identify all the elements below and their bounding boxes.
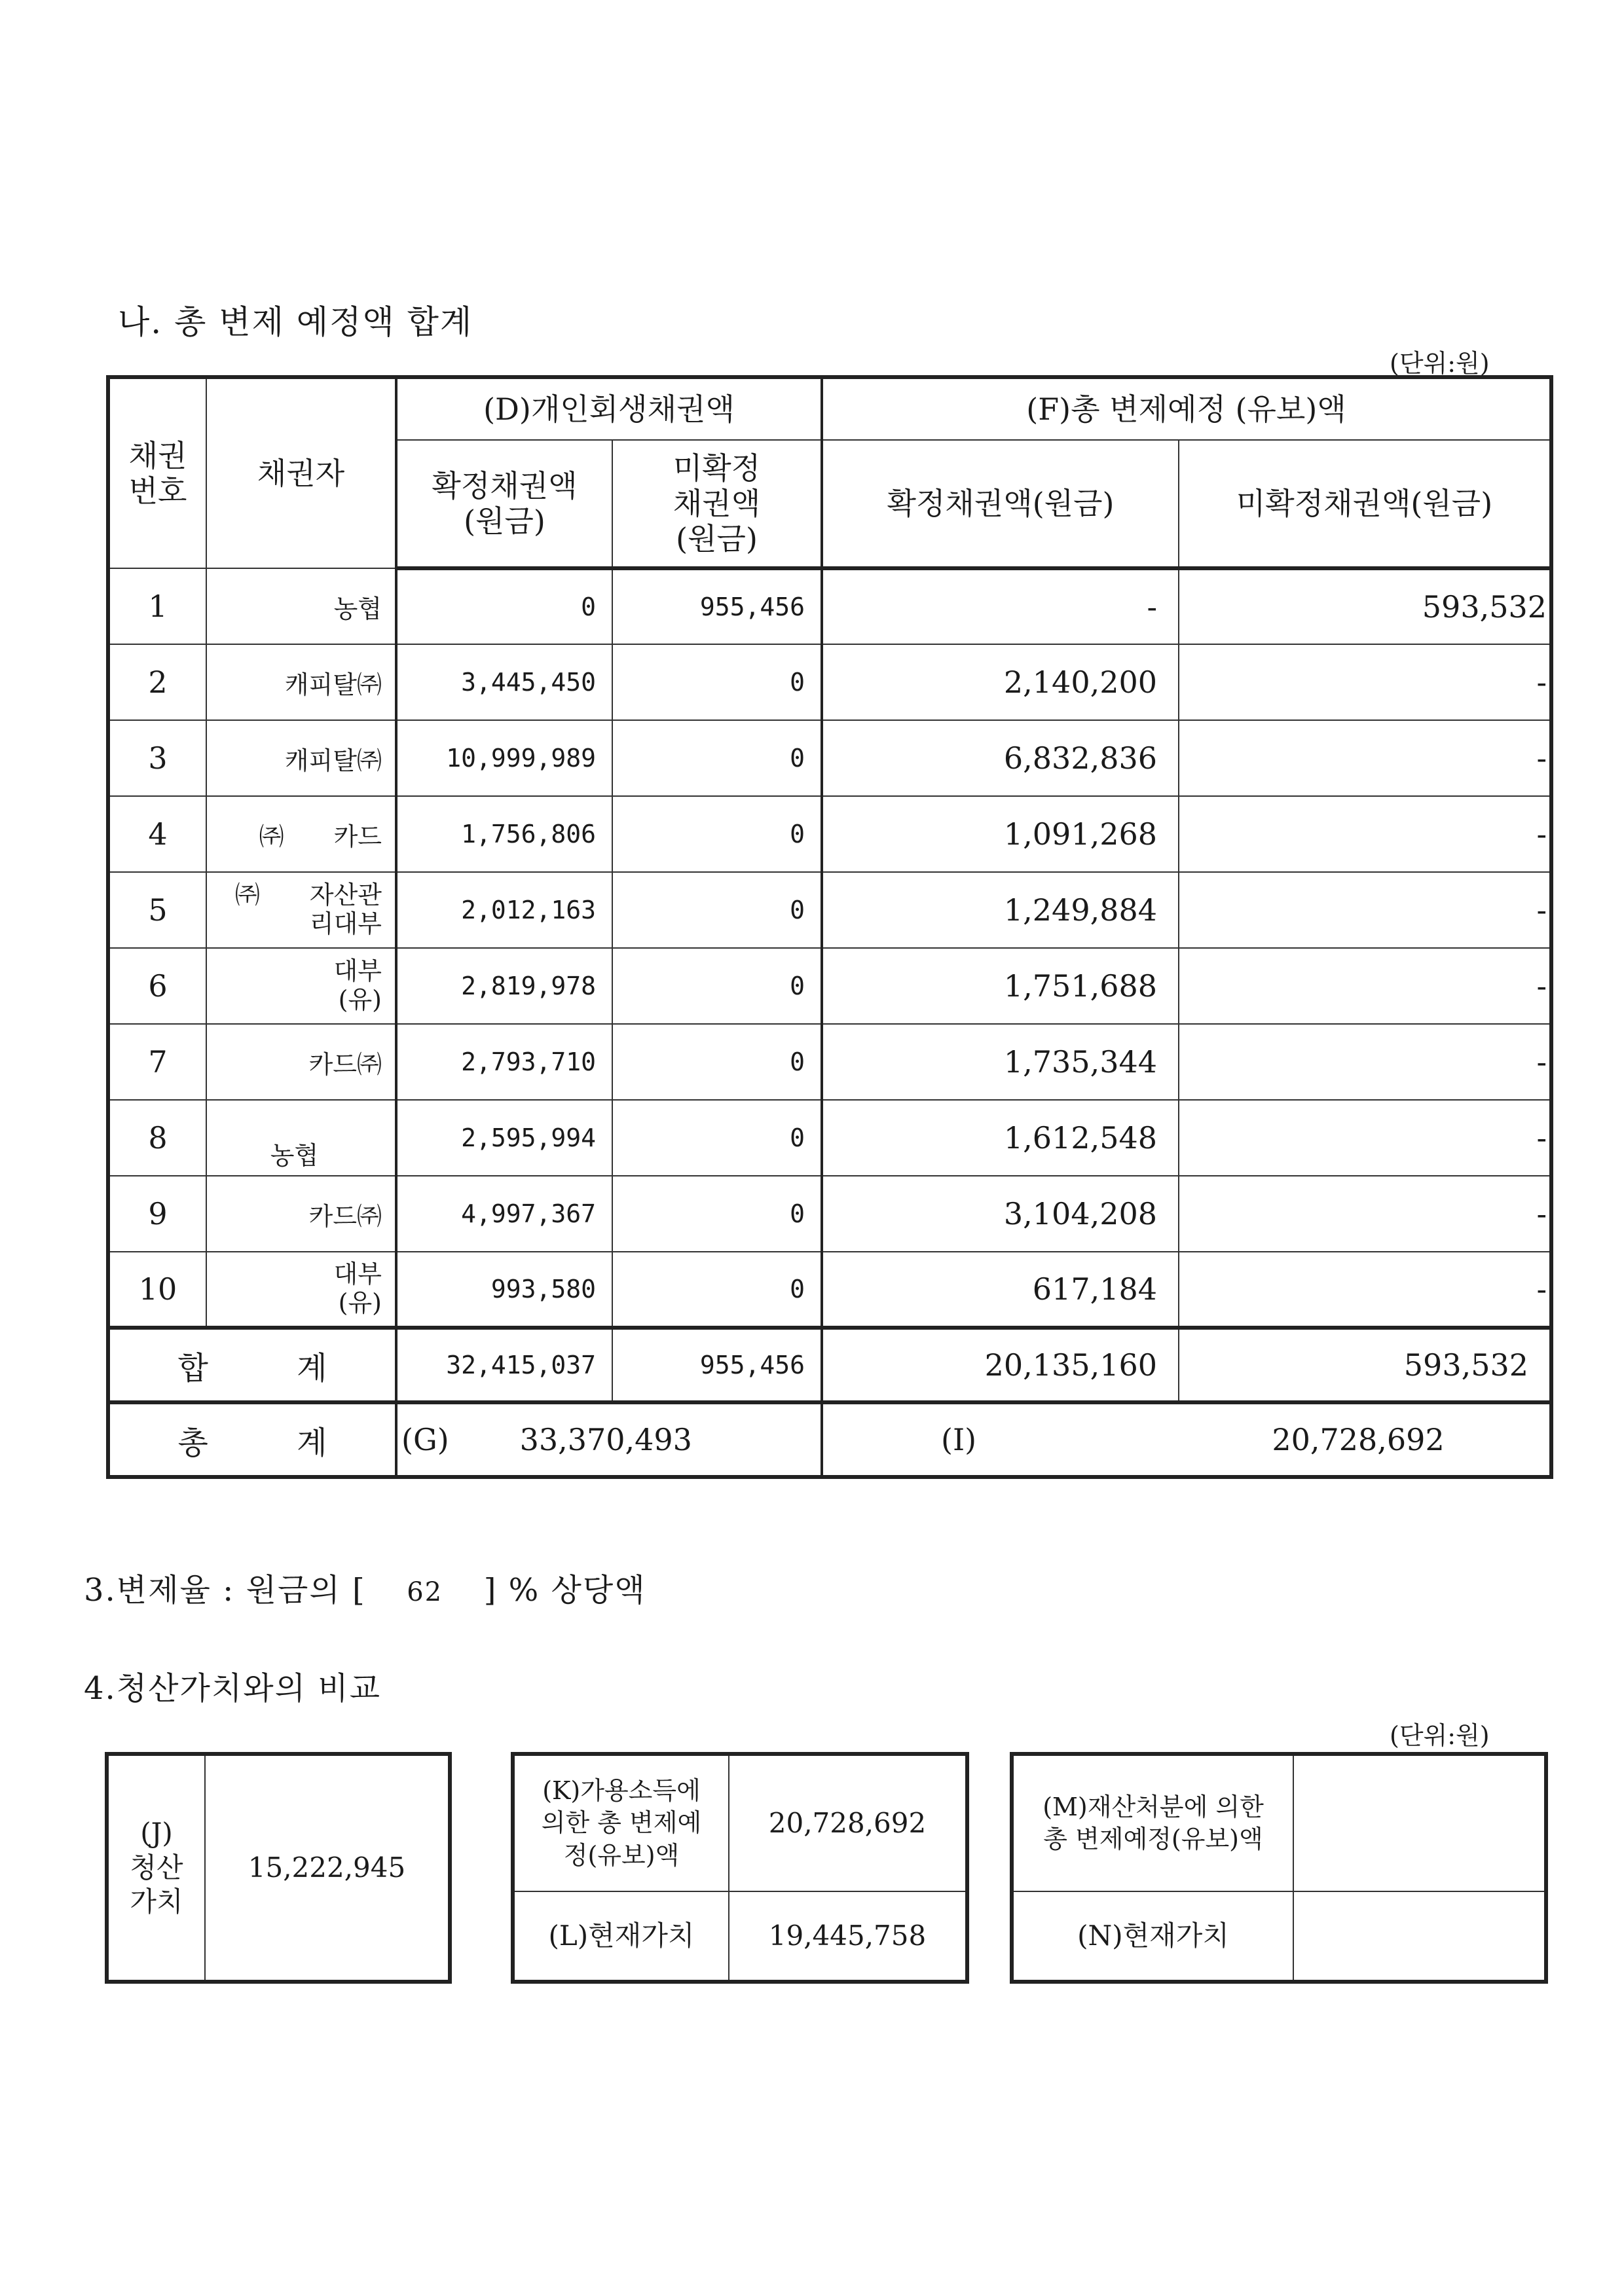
table-row: [108, 568, 1551, 644]
row-d-confirmed: 993,580: [396, 1252, 612, 1328]
row-no: 8: [108, 1100, 206, 1176]
row-f-confirmed: 1,751,688: [822, 948, 1179, 1024]
row-no: 3: [108, 720, 206, 796]
row-f-unconfirmed: -: [1179, 796, 1551, 872]
table-row: [108, 948, 1551, 1024]
header-d-unconfirmed: 미확정 채권액 (원금): [612, 440, 822, 568]
table-row: [108, 720, 1551, 796]
row-f-confirmed: 6,832,836: [822, 720, 1179, 796]
j-label: (J) 청산 가치: [107, 1754, 205, 1982]
row-d-confirmed: 0: [396, 568, 612, 644]
row-f-confirmed: 1,612,548: [822, 1100, 1179, 1176]
row-f-confirmed: 617,184: [822, 1252, 1179, 1328]
subtotal-d-confirmed: 32,415,037: [396, 1328, 612, 1402]
row-no: 1: [108, 568, 206, 644]
row-f-confirmed: 1,249,884: [822, 872, 1179, 948]
subtotal-row: [108, 1328, 1551, 1402]
unit-label-2: (단위:원): [1390, 1721, 1490, 1750]
l-value: 19,445,758: [729, 1891, 967, 1982]
row-creditor: 대부 (유): [206, 1252, 396, 1328]
row-no: 5: [108, 872, 206, 948]
table-row: [108, 644, 1551, 720]
row-d-confirmed: 2,819,978: [396, 948, 612, 1024]
header-d-group: (D)개인회생채권액: [396, 377, 822, 440]
g-tag: (G): [401, 1422, 449, 1457]
asset-disposal-box: [1010, 1752, 1548, 1984]
row-d-confirmed: 10,999,989: [396, 720, 612, 796]
section-title: 나. 총 변제 예정액 합계: [118, 303, 473, 341]
row-d-confirmed: 1,756,806: [396, 796, 612, 872]
subtotal-f-confirmed: 20,135,160: [822, 1328, 1179, 1402]
row-no: 4: [108, 796, 206, 872]
row-d-confirmed: 3,445,450: [396, 644, 612, 720]
row-f-confirmed: 2,140,200: [822, 644, 1179, 720]
row-d-unconfirmed: 0: [612, 872, 822, 948]
i-value: 20,728,692: [1272, 1422, 1445, 1457]
disposable-income-box: [511, 1752, 969, 1984]
row-d-unconfirmed: 0: [612, 1024, 822, 1100]
row-creditor: 카드㈜: [206, 1176, 396, 1252]
row-d-unconfirmed: 0: [612, 948, 822, 1024]
m-label: (M)재산처분에 의한 총 변제예정(유보)액: [1012, 1754, 1293, 1891]
row-creditor: 대부 (유): [206, 948, 396, 1024]
row-d-confirmed: 4,997,367: [396, 1176, 612, 1252]
row-no: 10: [108, 1252, 206, 1328]
row-d-unconfirmed: 0: [612, 796, 822, 872]
unit-label: (단위:원): [1390, 349, 1490, 378]
row-creditor: 카드㈜: [206, 1024, 396, 1100]
row-d-unconfirmed: 0: [612, 1252, 822, 1328]
row-f-unconfirmed: -: [1179, 720, 1551, 796]
header-d-confirmed: 확정채권액 (원금): [396, 440, 612, 568]
header-no: 채권 번호: [108, 377, 206, 568]
row-d-confirmed: 2,793,710: [396, 1024, 612, 1100]
table-row: [108, 1024, 1551, 1100]
grand-total-label: 총 계: [108, 1402, 396, 1477]
liquidation-value-box: [105, 1752, 452, 1984]
row-d-unconfirmed: 955,456: [612, 568, 822, 644]
row-creditor: 농협: [206, 568, 396, 644]
repayment-summary-table: [106, 375, 1553, 1479]
row-f-confirmed: 3,104,208: [822, 1176, 1179, 1252]
g-value: 33,370,493: [519, 1422, 692, 1457]
row-f-unconfirmed: -: [1179, 644, 1551, 720]
subtotal-f-unconfirmed: 593,532: [1179, 1328, 1551, 1402]
l-label: (L)현재가치: [513, 1891, 729, 1982]
row-f-unconfirmed: -: [1179, 1100, 1551, 1176]
rate-value: 62: [407, 1577, 443, 1607]
row-creditor: 캐피탈㈜: [206, 644, 396, 720]
header-f-group: (F)총 변제예정 (유보)액: [822, 377, 1551, 440]
row-creditor: ㈜ 카드: [206, 796, 396, 872]
grand-total-row: [108, 1402, 1551, 1477]
n-value: [1293, 1891, 1546, 1982]
row-f-unconfirmed: -: [1179, 1252, 1551, 1328]
row-f-confirmed: -: [822, 568, 1179, 644]
j-value: 15,222,945: [205, 1754, 450, 1982]
row-no: 6: [108, 948, 206, 1024]
section4-title: 4.청산가치와의 비교: [84, 1670, 381, 1707]
row-creditor: 캐피탈㈜: [206, 720, 396, 796]
row-f-confirmed: 1,735,344: [822, 1024, 1179, 1100]
row-d-unconfirmed: 0: [612, 1100, 822, 1176]
m-value: [1293, 1754, 1546, 1891]
header-f-unconfirmed: 미확정채권액(원금): [1179, 440, 1551, 568]
table-row: [108, 1176, 1551, 1252]
subtotal-label: 합 계: [108, 1328, 396, 1402]
row-no: 2: [108, 644, 206, 720]
k-value: 20,728,692: [729, 1754, 967, 1891]
row-creditor: 농협: [206, 1100, 396, 1176]
n-label: (N)현재가치: [1012, 1891, 1293, 1982]
row-d-unconfirmed: 0: [612, 720, 822, 796]
rate-prefix: 3.변제율 : 원금의 [: [84, 1572, 366, 1609]
row-creditor: ㈜ 자산관 리대부: [206, 872, 396, 948]
row-f-unconfirmed: -: [1179, 872, 1551, 948]
table-row: [108, 1252, 1551, 1328]
i-tag: (I): [941, 1422, 977, 1457]
table-row: [108, 1100, 1551, 1176]
row-f-confirmed: 1,091,268: [822, 796, 1179, 872]
row-no: 7: [108, 1024, 206, 1100]
rate-suffix: ] % 상당액: [483, 1572, 646, 1609]
header-f-confirmed: 확정채권액(원금): [822, 440, 1179, 568]
row-f-unconfirmed: 593,532: [1179, 568, 1551, 644]
table-row: [108, 796, 1551, 872]
grand-total-g: [396, 1402, 822, 1477]
row-f-unconfirmed: -: [1179, 1024, 1551, 1100]
row-d-confirmed: 2,012,163: [396, 872, 612, 948]
k-label: (K)가용소득에 의한 총 변제예 정(유보)액: [513, 1754, 729, 1891]
row-d-unconfirmed: 0: [612, 1176, 822, 1252]
row-d-confirmed: 2,595,994: [396, 1100, 612, 1176]
header-creditor: 채권자: [206, 377, 396, 568]
row-d-unconfirmed: 0: [612, 644, 822, 720]
subtotal-d-unconfirmed: 955,456: [612, 1328, 822, 1402]
repayment-rate: [84, 1565, 646, 1610]
row-f-unconfirmed: -: [1179, 948, 1551, 1024]
table-row: [108, 872, 1551, 948]
row-no: 9: [108, 1176, 206, 1252]
row-f-unconfirmed: -: [1179, 1176, 1551, 1252]
grand-total-i: [822, 1402, 1551, 1477]
